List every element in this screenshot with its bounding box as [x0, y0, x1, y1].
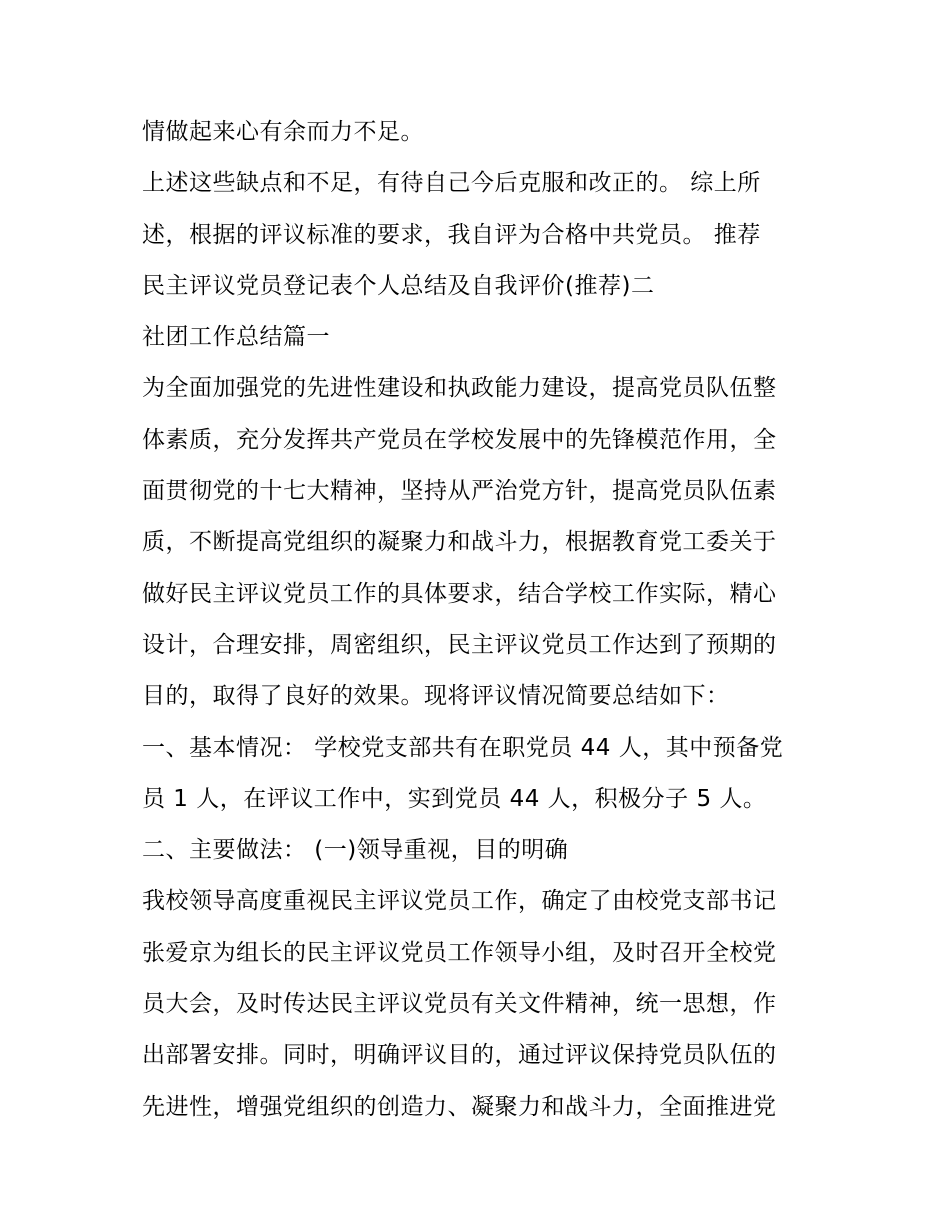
section-subtitle: 社团工作总结篇一	[142, 324, 330, 351]
text-line: 目的，取得了良好的效果。现将评议情况简要总结如下：	[142, 683, 730, 710]
text-line: 做好民主评议党员工作的具体要求，结合学校工作实际，精心	[142, 580, 777, 607]
text-line: 上述这些缺点和不足，有待自己今后克服和改正的。 综上所	[142, 170, 761, 197]
text-line: 面贯彻党的十七大精神，坚持从严治党方针，提高党员队伍素	[142, 478, 777, 505]
body-text	[142, 107, 822, 1133]
text-line: 情做起来心有余而力不足。	[142, 119, 424, 145]
section-title: 民主评议党员登记表个人总结及自我评价(推荐)二	[142, 272, 655, 299]
text-line: 我校领导高度重视民主评议党员工作，确定了由校党支部书记	[142, 888, 777, 915]
text-line: 质，不断提高党组织的凝聚力和战斗力，根据教育党工委关于	[142, 529, 777, 556]
text-line: 出部署安排。同时，明确评议目的，通过评议保持党员队伍的	[142, 1042, 777, 1069]
text-line: 二、主要做法： (一)领导重视，目的明确	[142, 837, 569, 864]
text-line: 先进性，增强党组织的创造力、凝聚力和战斗力，全面推进党	[142, 1093, 777, 1120]
text-line: 员大会，及时传达民主评议党员有关文件精神，统一思想，作	[142, 991, 777, 1018]
text-line: 为全面加强党的先进性建设和执政能力建设，提高党员队伍整	[142, 375, 777, 402]
text-line: 述，根据的评议标准的要求，我自评为合格中共党员。 推荐	[142, 221, 761, 248]
text-line: 员 1 人，在评议工作中，实到党员 44 人，积极分子 5 人。	[142, 785, 767, 812]
text-line: 张爱京为组长的民主评议党员工作领导小组，及时召开全校党	[142, 939, 777, 966]
text-line: 一、基本情况： 学校党支部共有在职党员 44 人，其中预备党	[142, 734, 784, 761]
text-line: 设计，合理安排，周密组织，民主评议党员工作达到了预期的	[142, 631, 777, 658]
text-line: 体素质，充分发挥共产党员在学校发展中的先锋模范作用，全	[142, 426, 777, 453]
